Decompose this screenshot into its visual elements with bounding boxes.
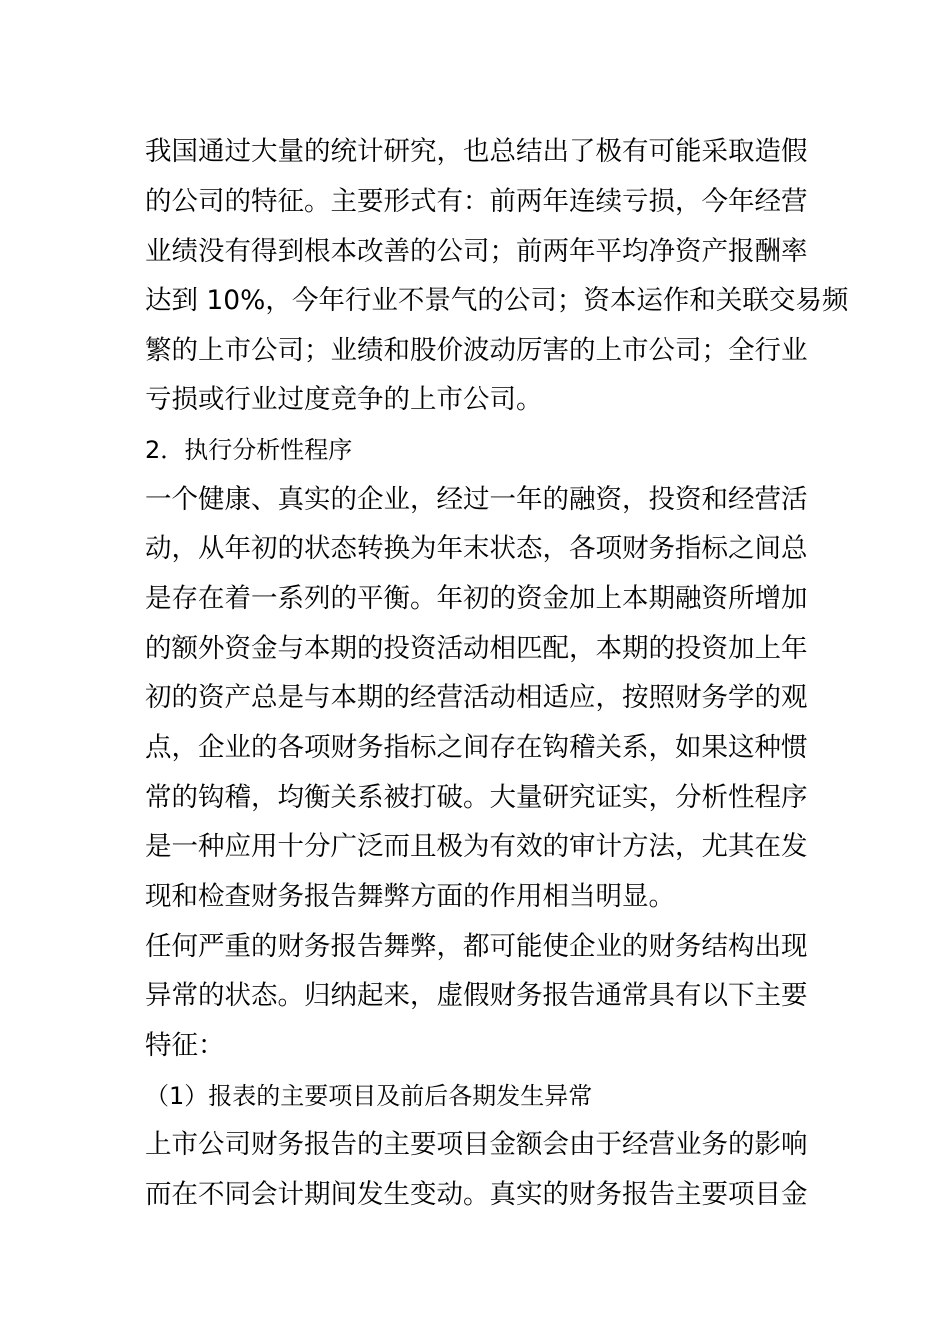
text-line: 是存在着一系列的平衡。年初的资金加上本期融资所增加 — [145, 583, 808, 614]
text-line: 达到 10%，今年行业不景气的公司；资本运作和关联交易频 — [145, 285, 849, 316]
text-line: 初的资产总是与本期的经营活动相适应，按照财务学的观 — [145, 682, 808, 713]
text-line: 亏损或行业过度竞争的上市公司。 — [145, 384, 543, 415]
text-line: 业绩没有得到根本改善的公司；前两年平均净资产报酬率 — [145, 236, 808, 267]
subsection-heading: （1）报表的主要项目及前后各期发生异常 — [145, 1082, 593, 1110]
text-line: 是一种应用十分广泛而且极为有效的审计方法，尤其在发 — [145, 831, 808, 862]
text-line: 的额外资金与本期的投资活动相匹配，本期的投资加上年 — [145, 633, 808, 664]
text-line: 而在不同会计期间发生变动。真实的财务报告主要项目金 — [145, 1179, 808, 1210]
section-heading: 2．执行分析性程序 — [145, 436, 353, 464]
text-line: 任何严重的财务报告舞弊，都可能使企业的财务结构出现 — [145, 931, 808, 962]
text-line: 一个健康、真实的企业，经过一年的融资，投资和经营活 — [145, 484, 808, 515]
text-line: 现和检查财务报告舞弊方面的作用相当明显。 — [145, 881, 675, 912]
text-line: 上市公司财务报告的主要项目金额会由于经营业务的影响 — [145, 1129, 808, 1160]
text-line: 繁的上市公司；业绩和股价波动厉害的上市公司；全行业 — [145, 335, 808, 366]
text-line: 我国通过大量的统计研究，也总结出了极有可能采取造假 — [145, 136, 808, 167]
text-line: 异常的状态。归纳起来，虚假财务报告通常具有以下主要 — [145, 980, 808, 1011]
text-line: 点，企业的各项财务指标之间存在钩稽关系，如果这种惯 — [145, 732, 808, 763]
text-line: 常的钩稽，均衡关系被打破。大量研究证实，分析性程序 — [145, 782, 808, 813]
text-line: 特征： — [145, 1030, 225, 1061]
text-line: 动，从年初的状态转换为年末状态，各项财务指标之间总 — [145, 533, 808, 564]
text-line: 的公司的特征。主要形式有：前两年连续亏损，今年经营 — [145, 186, 808, 217]
